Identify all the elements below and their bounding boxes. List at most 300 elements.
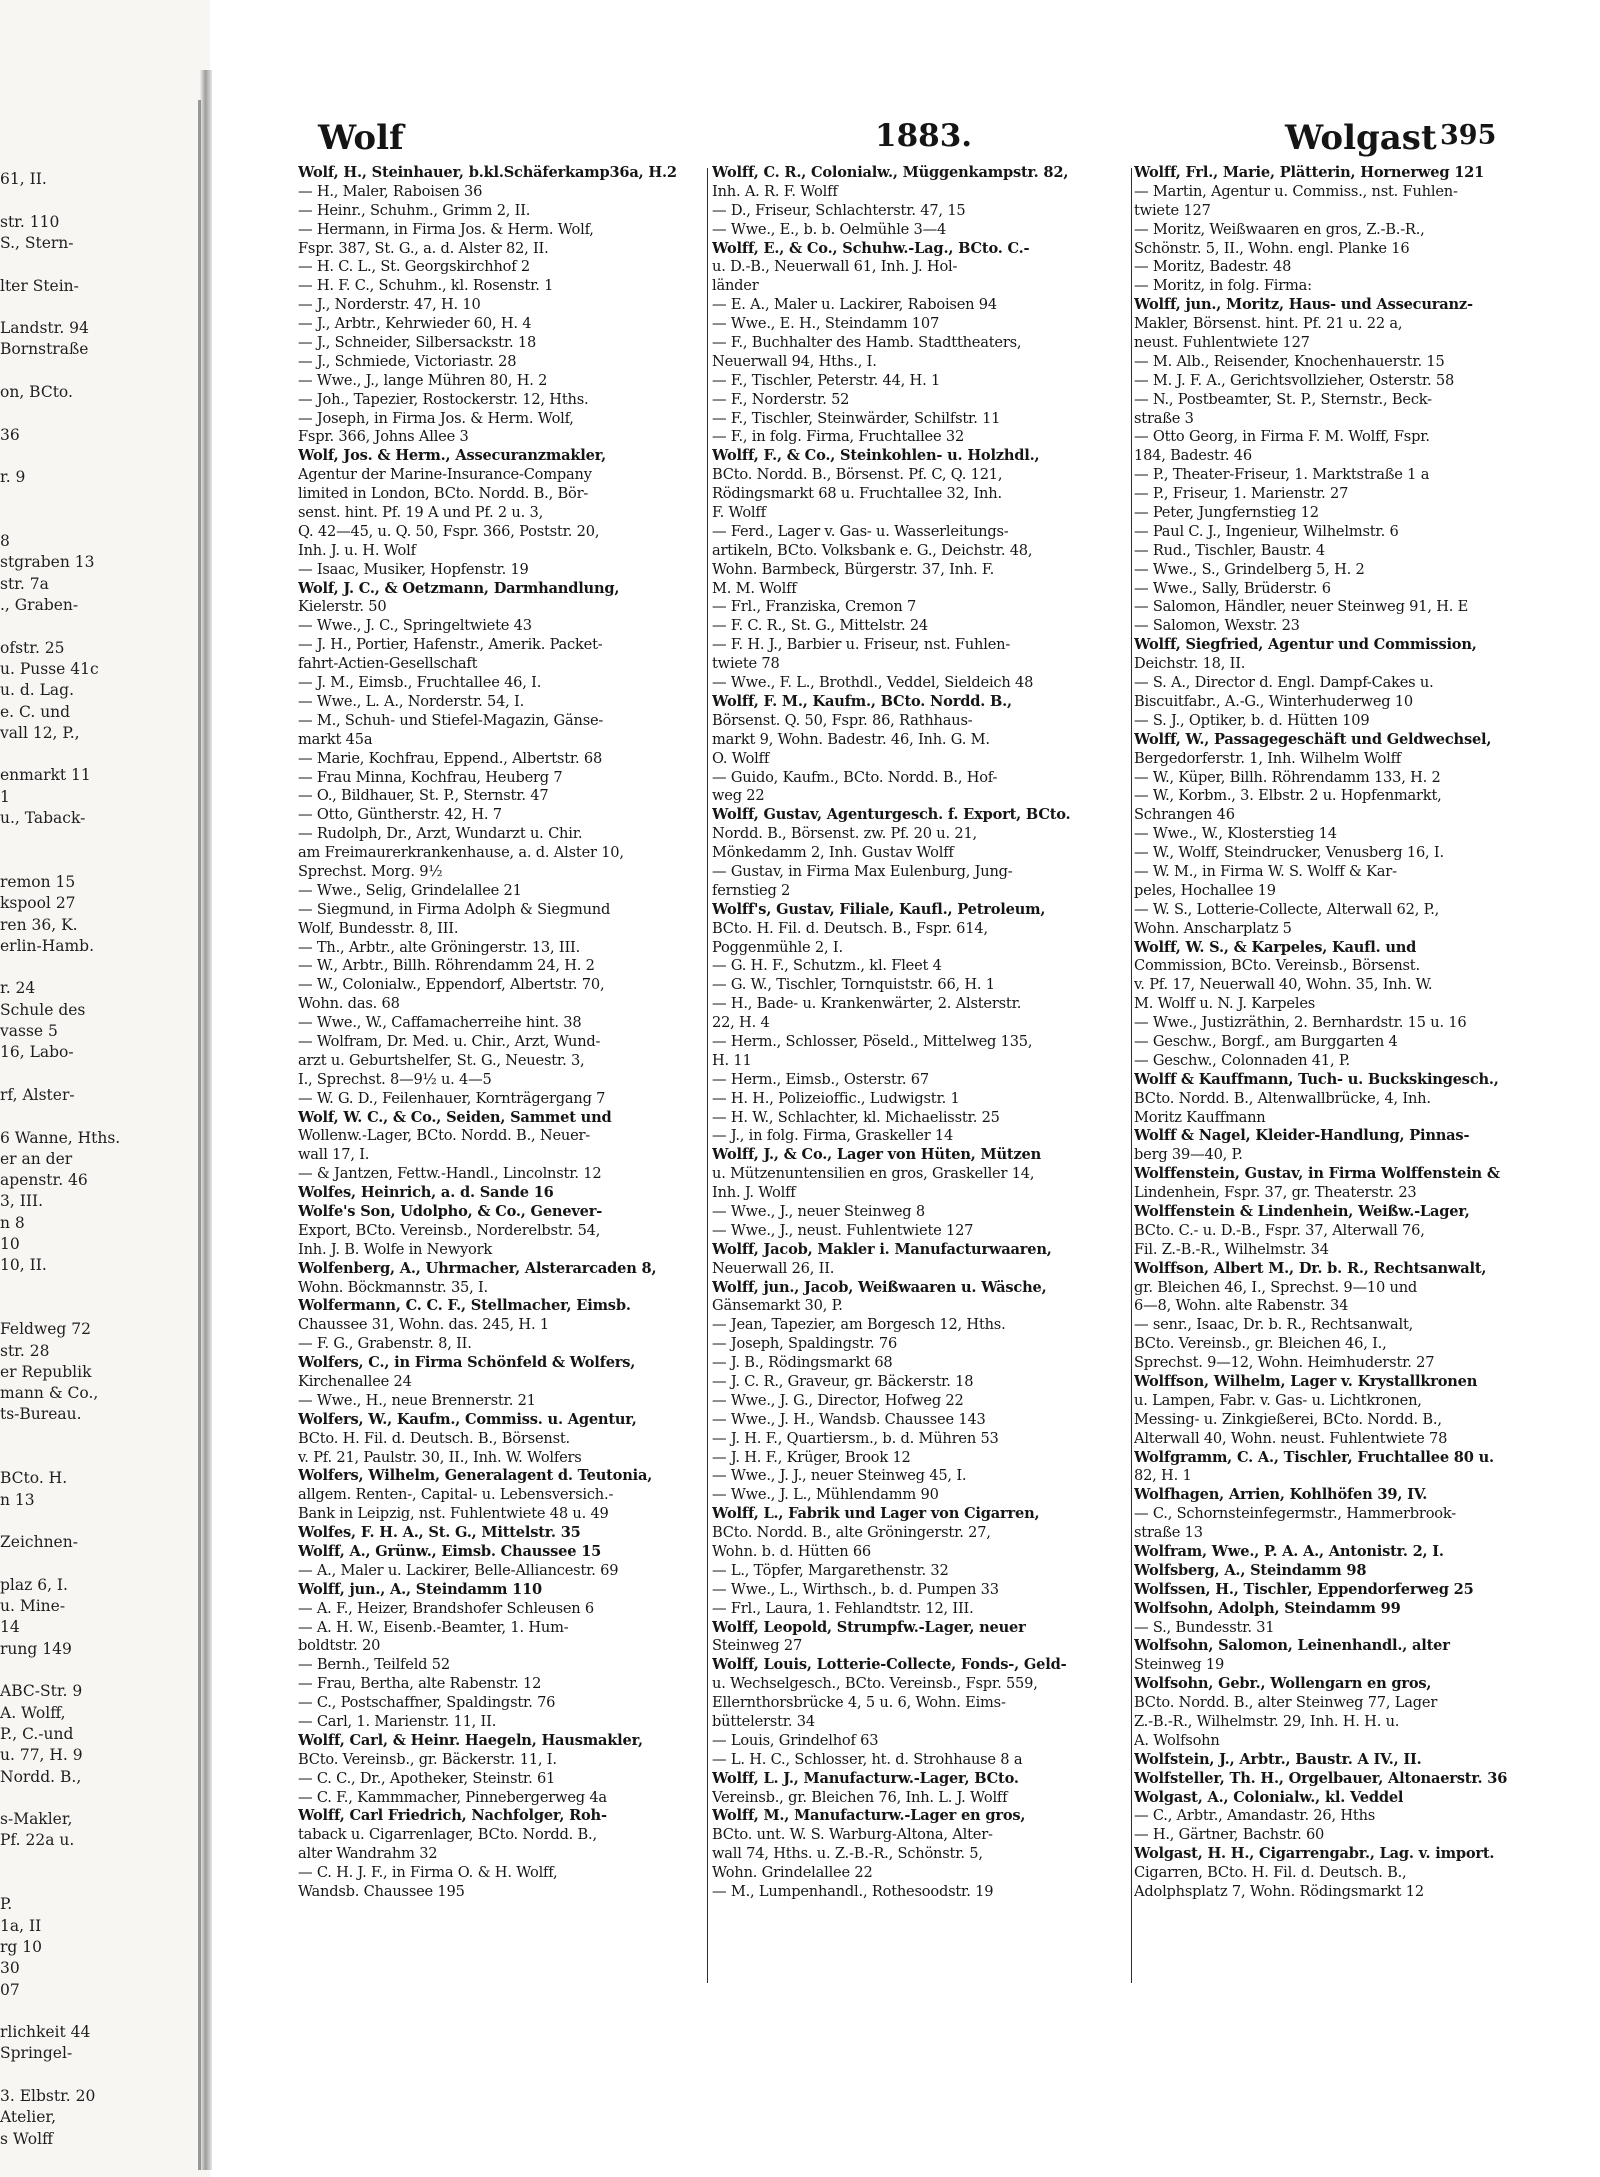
gutter-line: 61, II.: [0, 170, 47, 188]
directory-entry-line: 184, Badestr. 46: [1134, 447, 1252, 465]
directory-entry-line: fernstieg 2: [712, 881, 791, 899]
directory-entry-line: Wolf, W. C., & Co., Seiden, Sammet und: [298, 1108, 612, 1126]
directory-entry-line: — Moritz, Badestr. 48: [1134, 258, 1292, 276]
directory-entry-line: — M., Lumpenhandl., Rothesoodstr. 19: [712, 1883, 994, 1901]
left-page-fragment: [0, 0, 210, 2177]
directory-entry-line: — H. F. C., Schuhm., kl. Rosenstr. 1: [298, 277, 554, 295]
directory-entry-line: neust. Fuhlentwiete 127: [1134, 334, 1310, 352]
directory-entry-line: berg 39—40, P.: [1134, 1146, 1243, 1164]
directory-entry-line: Q. 42—45, u. Q. 50, Fspr. 366, Poststr. 20,: [298, 522, 600, 540]
directory-entry-line: Wolfes, Heinrich, a. d. Sande 16: [298, 1184, 554, 1202]
gutter-line: str. 7a: [0, 574, 49, 593]
directory-entry-line: Wohn. b. d. Hütten 66: [712, 1543, 872, 1561]
gutter-line: A. Wolff,: [0, 1703, 66, 1722]
directory-entry-line: — Frau Minna, Kochfrau, Heuberg 7: [298, 768, 563, 786]
directory-entry-line: — Frl., Franziska, Cremon 7: [712, 598, 917, 616]
directory-entry-line: Wolffenstein, Gustav, in Firma Wolffenstein &: [1134, 1165, 1500, 1183]
directory-entry-line: Biscuitfabr., A.-G., Winterhuderweg 10: [1134, 692, 1414, 710]
directory-entry-line: M. Wolff u. N. J. Karpeles: [1134, 995, 1316, 1013]
gutter-line: Nordd. B.,: [0, 1767, 82, 1786]
directory-entry-line: Wolff & Nagel, Kleider-Handlung, Pinnas-: [1134, 1127, 1470, 1145]
directory-entry-line: Schrangen 46: [1134, 806, 1235, 824]
directory-entry-line: Bank in Leipzig, nst. Fuhlentwiete 48 u. 49: [298, 1505, 609, 1523]
directory-entry-line: — Joseph, Spaldingstr. 76: [712, 1335, 898, 1353]
directory-entry-line: Alterwall 40, Wohn. neust. Fuhlentwiete 78: [1134, 1429, 1448, 1447]
directory-entry-line: Wohn. das. 68: [298, 995, 400, 1013]
directory-entry-line: Wolff, M., Manufacturw.-Lager en gros,: [712, 1807, 1026, 1825]
directory-entry-line: 22, H. 4: [712, 1014, 770, 1032]
directory-entry-line: Makler, Börsenst. hint. Pf. 21 u. 22 a,: [1134, 315, 1403, 333]
directory-entry-line: — Moritz, Weißwaaren en gros, Z.-B.-R.,: [1134, 220, 1425, 238]
page-fold-line: [198, 100, 201, 2170]
directory-entry-line: — Wwe., Sally, Brüderstr. 6: [1134, 579, 1331, 597]
directory-entry-line: — S. A., Director d. Engl. Dampf-Cakes u.: [1134, 674, 1434, 692]
directory-entry-line: O. Wolff: [712, 749, 770, 767]
gutter-line: plaz 6, I.: [0, 1575, 68, 1594]
directory-entry-line: Wolff, Gustav, Agenturgesch. f. Export, BCto.: [712, 806, 1071, 824]
directory-entry-line: — Louis, Grindelhof 63: [712, 1731, 879, 1749]
directory-entry-line: — Salomon, Händler, neuer Steinweg 91, H. E: [1134, 598, 1469, 616]
directory-entry-line: A. Wolfsohn: [1134, 1731, 1220, 1749]
gutter-line: vasse 5: [0, 1022, 58, 1040]
gutter-line: BCto. H.: [0, 1469, 68, 1488]
gutter-line: ABC-Str. 9: [0, 1682, 83, 1701]
gutter-line: u. 77, H. 9: [0, 1746, 83, 1765]
gutter-line: 16, Labo-: [0, 1043, 74, 1062]
directory-entry-line: Wolfermann, C. C. F., Stellmacher, Eimsb.: [298, 1297, 631, 1315]
gutter-line: rf, Alster-: [0, 1085, 75, 1104]
directory-entry-line: Rödingsmarkt 68 u. Fruchtallee 32, Inh.: [712, 485, 1002, 503]
gutter-line: mann & Co.,: [0, 1384, 99, 1403]
directory-entry-line: Neuerwall 94, Hths., I.: [712, 352, 877, 370]
directory-entry-line: — E. A., Maler u. Lackirer, Raboisen 94: [712, 296, 997, 314]
directory-entry-line: Wolff, J., & Co., Lager von Hüten, Mützen: [712, 1146, 1042, 1164]
directory-entry-line: wall 17, I.: [298, 1146, 370, 1164]
directory-entry-line: u. Wechselgesch., BCto. Vereinsb., Fspr. 559,: [712, 1675, 1038, 1693]
directory-entry-line: — Gustav, in Firma Max Eulenburg, Jung-: [712, 862, 1013, 880]
directory-entry-line: Wandsb. Chaussee 195: [298, 1883, 465, 1901]
directory-entry-line: — Wwe., F. L., Brothdl., Veddel, Sieldeich 48: [712, 674, 1034, 692]
gutter-line: s-Makler,: [0, 1810, 73, 1829]
directory-entry-line: limited in London, BCto. Nordd. B., Bör-: [298, 485, 589, 503]
left-catchword: Wolf: [318, 118, 404, 158]
column-divider: [707, 168, 708, 1983]
gutter-line: s Wolff: [0, 2129, 54, 2148]
directory-entry-line: — M., Schuh- und Stiefel-Magazin, Gänse-: [298, 711, 604, 729]
directory-entry-line: Wolffenstein & Lindenhein, Weißw.-Lager,: [1134, 1202, 1470, 1220]
directory-entry-line: Wolf, Bundesstr. 8, III.: [298, 919, 459, 937]
directory-entry-line: — Moritz, in folg. Firma:: [1134, 277, 1312, 295]
directory-entry-line: — Wwe., J. G., Director, Hofweg 22: [712, 1391, 964, 1409]
gutter-line: n 13: [0, 1490, 35, 1509]
directory-entry-line: Wolfers, Wilhelm, Generalagent d. Teutonia,: [298, 1467, 653, 1485]
directory-entry-line: — G. W., Tischler, Tornquiststr. 66, H. 1: [712, 976, 995, 994]
directory-entry-line: Wolfenberg, A., Uhrmacher, Alsterarcaden 8,: [298, 1259, 657, 1277]
directory-entry-line: — W., Korbm., 3. Elbstr. 2 u. Hopfenmarkt,: [1134, 787, 1442, 805]
directory-entry-line: Wolff, Siegfried, Agentur und Commission,: [1134, 636, 1477, 654]
directory-entry-line: Wolff, Leopold, Strumpfw.-Lager, neuer: [712, 1618, 1026, 1636]
gutter-line: rung 149: [0, 1639, 72, 1658]
directory-entry-line: — Wwe., Selig, Grindelallee 21: [298, 881, 522, 899]
gutter-line: str. 28: [0, 1341, 50, 1360]
directory-entry-line: — Wwe., J., neust. Fuhlentwiete 127: [712, 1221, 974, 1239]
directory-entry-line: — Wwe., J. C., Springeltwiete 43: [298, 617, 532, 635]
directory-entry-line: — Martin, Agentur u. Commiss., nst. Fuhlen-: [1134, 182, 1458, 200]
directory-entry-line: — Wwe., W., Klosterstieg 14: [1134, 825, 1337, 843]
directory-entry-line: — P., Theater-Friseur, 1. Marktstraße 1 a: [1134, 466, 1430, 484]
directory-entry-line: u. Lampen, Fabr. v. Gas- u. Lichtkronen,: [1134, 1391, 1422, 1409]
directory-entry-line: — Wwe., E. H., Steindamm 107: [712, 315, 940, 333]
directory-entry-line: Wolfsohn, Salomon, Leinenhandl., alter: [1134, 1637, 1450, 1655]
directory-entry-line: — Wwe., Justizräthin, 2. Bernhardstr. 15 u. 16: [1134, 1014, 1467, 1032]
directory-entry-line: — Heinr., Schuhm., Grimm 2, II.: [298, 201, 531, 219]
directory-entry-line: — H. W., Schlachter, kl. Michaelisstr. 25: [712, 1108, 1000, 1126]
directory-entry-line: — senr., Isaac, Dr. b. R., Rechtsanwalt,: [1134, 1316, 1414, 1334]
gutter-line: u., Taback-: [0, 809, 86, 827]
directory-entry-line: — Peter, Jungfernstieg 12: [1134, 504, 1319, 522]
directory-entry-line: Wolff's, Gustav, Filiale, Kaufl., Petroleum,: [712, 900, 1046, 918]
directory-entry-line: wall 74, Hths. u. Z.-B.-R., Schönstr. 5,: [712, 1845, 983, 1863]
page-header: [300, 118, 1530, 158]
gutter-line: Feldweg 72: [0, 1320, 91, 1339]
directory-entry-line: — J. H. F., Krüger, Brook 12: [712, 1448, 911, 1466]
directory-entry-line: Messing- u. Zinkgießerei, BCto. Nordd. B.,: [1134, 1410, 1442, 1428]
directory-entry-line: — Rud., Tischler, Baustr. 4: [1134, 541, 1326, 559]
directory-entry-line: — M. J. F. A., Gerichtsvollzieher, Osterstr. 58: [1134, 371, 1455, 389]
directory-entry-line: — F., Buchhalter des Hamb. Stadttheaters,: [712, 334, 1022, 352]
directory-entry-line: — J. M., Eimsb., Fruchtallee 46, I.: [298, 674, 542, 692]
directory-entry-line: Z.-B.-R., Wilhelmstr. 29, Inh. H. H. u.: [1134, 1713, 1400, 1731]
directory-entry-line: — F., Tischler, Steinwärder, Schilfstr. 11: [712, 409, 1001, 427]
directory-entry-line: — C., Schornsteinfegermstr., Hammerbrook-: [1134, 1505, 1456, 1523]
directory-entry-line: — H., Maler, Raboisen 36: [298, 182, 483, 200]
directory-entry-line: — H., Bade- u. Krankenwärter, 2. Alsterstr.: [712, 995, 1022, 1013]
gutter-line: vall 12, P.,: [0, 723, 80, 742]
directory-entry-line: Wolff, C. R., Colonialw., Müggenkampstr. 82,: [712, 164, 1069, 181]
directory-entry-line: — & Jantzen, Fettw.-Handl., Lincolnstr. 12: [298, 1165, 602, 1183]
gutter-line: Pf. 22a u.: [0, 1831, 75, 1850]
directory-entry-line: Kielerstr. 50: [298, 598, 387, 616]
directory-entry-line: M. M. Wolff: [712, 579, 797, 597]
directory-entry-line: — Bernh., Teilfeld 52: [298, 1656, 450, 1674]
gutter-line: 36: [0, 425, 20, 444]
directory-entry-line: — J. H., Portier, Hafenstr., Amerik. Packet-: [298, 636, 603, 654]
directory-entry-line: — A., Maler u. Lackirer, Belle-Alliancestr. 69: [298, 1561, 619, 1579]
page-number: 395: [1440, 120, 1497, 151]
gutter-line: n 8: [0, 1213, 25, 1232]
gutter-line: rlichkeit 44: [0, 2023, 91, 2042]
directory-entry-line: Neuerwall 26, II.: [712, 1259, 835, 1277]
directory-entry-line: Wolfers, W., Kaufm., Commiss. u. Agentur,: [298, 1410, 637, 1428]
directory-entry-line: Wolf, J. C., & Oetzmann, Darmhandlung,: [298, 579, 620, 597]
directory-entry-line: BCto. Nordd. B., Altenwallbrücke, 4, Inh.: [1134, 1089, 1431, 1107]
gutter-line: str. 110: [0, 212, 60, 231]
gutter-line: lter Stein-: [0, 276, 79, 295]
directory-entry-line: Wohn. Barmbeck, Bürgerstr. 37, Inh. F.: [712, 560, 995, 578]
directory-entry-line: — N., Postbeamter, St. P., Sternstr., Beck-: [1134, 390, 1432, 408]
directory-entry-line: — J., in folg. Firma, Graskeller 14: [712, 1127, 954, 1145]
directory-entry-line: — Wwe., W., Caffamacherreihe hint. 38: [298, 1014, 582, 1032]
gutter-line: 10: [0, 1235, 20, 1253]
directory-entry-line: Wolff, Carl Friedrich, Nachfolger, Roh-: [298, 1807, 607, 1825]
directory-entry-line: twiete 78: [712, 655, 780, 673]
directory-entry-line: Wolfers, C., in Firma Schönfeld & Wolfers,: [298, 1354, 636, 1372]
directory-entry-line: — J. C. R., Graveur, gr. Bäckerstr. 18: [712, 1373, 974, 1390]
directory-entry-line: Wolfram, Wwe., P. A. A., Antonistr. 2, I.: [1134, 1543, 1444, 1561]
directory-entry-line: — W., Colonialw., Eppendorf, Albertstr. 70,: [298, 976, 605, 994]
directory-entry-line: — P., Friseur, 1. Marienstr. 27: [1134, 485, 1349, 503]
directory-entry-line: Wohn. Böckmannstr. 35, I.: [298, 1278, 488, 1296]
directory-entry-line: — J., Arbtr., Kehrwieder 60, H. 4: [298, 315, 532, 333]
directory-entry-line: — Wwe., J. J., neuer Steinweg 45, I.: [712, 1467, 967, 1485]
directory-entry-line: alter Wandrahm 32: [298, 1845, 438, 1863]
directory-entry-line: Wolfsohn, Adolph, Steindamm 99: [1134, 1599, 1401, 1617]
directory-entry-line: Fil. Z.-B.-R., Wilhelmstr. 34: [1134, 1240, 1329, 1258]
directory-entry-line: — H. C. L., St. Georgskirchhof 2: [298, 258, 530, 276]
gutter-line: u. d. Lag.: [0, 681, 74, 700]
directory-entry-line: Kirchenallee 24: [298, 1373, 412, 1390]
directory-entry-line: — Otto Georg, in Firma F. M. Wolff, Fspr.: [1134, 428, 1430, 446]
directory-entry-line: — Otto, Güntherstr. 42, H. 7: [298, 806, 502, 824]
directory-entry-line: — Geschw., Borgf., am Burggarten 4: [1134, 1032, 1398, 1050]
directory-entry-line: — W., Küper, Billh. Röhrendamm 133, H. 2: [1134, 768, 1441, 786]
directory-entry-line: arzt u. Geburtshelfer, St. G., Neuestr. 3,: [298, 1051, 585, 1069]
directory-entry-line: twiete 127: [1134, 201, 1211, 219]
gutter-line: Springel-: [0, 2044, 73, 2063]
directory-entry-line: Wolff & Kauffmann, Tuch- u. Buckskingesch.,: [1134, 1070, 1499, 1088]
directory-entry-line: — Carl, 1. Marienstr. 11, II.: [298, 1713, 497, 1731]
directory-entry-line: Commission, BCto. Vereinsb., Börsenst.: [1134, 957, 1420, 975]
year: 1883.: [875, 118, 973, 154]
directory-entry-line: — L., Töpfer, Margarethenstr. 32: [712, 1561, 949, 1579]
directory-entry-line: — Isaac, Musiker, Hopfenstr. 19: [298, 560, 529, 578]
directory-entry-line: — W. M., in Firma W. S. Wolff & Kar-: [1134, 862, 1397, 880]
directory-entry-line: — Guido, Kaufm., BCto. Nordd. B., Hof-: [712, 768, 998, 786]
directory-entry-line: — H., Gärtner, Bachstr. 60: [1134, 1826, 1325, 1844]
gutter-line: enmarkt 11: [0, 766, 91, 785]
directory-entry-line: Nordd. B., Börsenst. zw. Pf. 20 u. 21,: [712, 825, 977, 843]
directory-entry-line: — J., Schneider, Silbersackstr. 18: [298, 334, 537, 352]
directory-entry-line: — Frl., Laura, 1. Fehlandtstr. 12, III.: [712, 1599, 974, 1617]
directory-entry-line: Deichstr. 18, II.: [1134, 655, 1246, 673]
directory-entry-line: — Wwe., J. L., Mühlendamm 90: [712, 1486, 939, 1504]
directory-entry-line: — Frau, Bertha, alte Rabenstr. 12: [298, 1675, 542, 1693]
gutter-line: ren 36, K.: [0, 915, 78, 934]
directory-entry-line: — Wwe., L. A., Norderstr. 54, I.: [298, 692, 525, 710]
directory-entry-line: Fspr. 387, St. G., a. d. Alster 82, II.: [298, 239, 549, 257]
column-middle: [712, 164, 1130, 2149]
directory-entry-line: — Hermann, in Firma Jos. & Herm. Wolf,: [298, 220, 594, 238]
directory-entry-line: — F. G., Grabenstr. 8, II.: [298, 1335, 472, 1353]
directory-entry-line: — H. H., Polizeioffic., Ludwigstr. 1: [712, 1089, 960, 1107]
directory-entry-line: senst. hint. Pf. 19 A und Pf. 2 u. 3,: [298, 504, 544, 522]
directory-entry-line: Wolff, W., Passagegeschäft und Geldwechsel,: [1134, 730, 1492, 748]
directory-entry-line: Wolff, L. J., Manufacturw.-Lager, BCto.: [712, 1769, 1019, 1787]
directory-entry-line: Wolfstein, J., Arbtr., Baustr. A IV., II.: [1134, 1750, 1422, 1768]
directory-entry-line: — W. G. D., Feilenhauer, Kornträgergang 7: [298, 1089, 606, 1107]
directory-entry-line: v. Pf. 17, Neuerwall 40, Wohn. 35, Inh. W.: [1134, 976, 1433, 994]
gutter-line: ts-Bureau.: [0, 1405, 82, 1424]
directory-entry-line: — Wwe., S., Grindelberg 5, H. 2: [1134, 560, 1365, 578]
directory-entry-line: u. D.-B., Neuerwall 61, Inh. J. Hol-: [712, 258, 958, 276]
directory-entry-line: — Siegmund, in Firma Adolph & Siegmund: [298, 900, 611, 918]
directory-entry-line: — C. H. J. F., in Firma O. & H. Wolff,: [298, 1864, 558, 1882]
gutter-line: Zeichnen-: [0, 1533, 78, 1552]
directory-entry-line: BCto. H. Fil. d. Deutsch. B., Börsenst.: [298, 1429, 570, 1447]
directory-entry-line: — S., Bundesstr. 31: [1134, 1618, 1275, 1636]
directory-entry-line: Cigarren, BCto. H. Fil. d. Deutsch. B.,: [1134, 1864, 1407, 1882]
gutter-line: u. Pusse 41c: [0, 659, 99, 678]
directory-entry-line: — W., Arbtr., Billh. Röhrendamm 24, H. 2: [298, 957, 595, 975]
gutter-line: erlin-Hamb.: [0, 936, 95, 955]
directory-entry-line: BCto. Vereinsb., gr. Bleichen 46, I.,: [1134, 1335, 1387, 1353]
directory-entry-line: Vereinsb., gr. Bleichen 76, Inh. L. J. Wolff: [712, 1788, 1008, 1806]
directory-entry-line: Börsenst. Q. 50, Fspr. 86, Rathhaus-: [712, 711, 973, 729]
directory-entry-line: — C. C., Dr., Apotheker, Steinstr. 61: [298, 1769, 556, 1787]
directory-entry-line: Wolff, F. M., Kaufm., BCto. Nordd. B.,: [712, 692, 1012, 710]
directory-entry-line: — C., Postschaffner, Spaldingstr. 76: [298, 1694, 556, 1712]
directory-entry-line: — L. H. C., Schlosser, ht. d. Strohhause 8 a: [712, 1750, 1023, 1768]
directory-entry-line: 82, H. 1: [1134, 1467, 1192, 1485]
gutter-line: 14: [0, 1618, 20, 1637]
directory-entry-line: Bergedorferstr. 1, Inh. Wilhelm Wolff: [1134, 749, 1401, 767]
directory-entry-line: Wolffson, Albert M., Dr. b. R., Rechtsanwalt,: [1134, 1259, 1487, 1277]
gutter-line: Atelier,: [0, 2108, 57, 2127]
directory-entry-line: — A. F., Heizer, Brandshofer Schleusen 6: [298, 1599, 595, 1617]
gutter-line: 8: [0, 532, 10, 551]
gutter-line: Schule des: [0, 1000, 86, 1019]
directory-entry-line: BCto. C.- u. D.-B., Fspr. 37, Alterwall 76,: [1134, 1221, 1425, 1239]
gutter-line: 10, II.: [0, 1256, 47, 1275]
directory-entry-line: — F., Norderstr. 52: [712, 390, 850, 408]
right-catchword: Wolgast: [1285, 118, 1437, 158]
directory-entry-line: Wolff, jun., Jacob, Weißwaaren u. Wäsche,: [712, 1278, 1047, 1296]
gutter-line: er Republik: [0, 1362, 92, 1381]
directory-entry-line: H. 11: [712, 1051, 752, 1069]
directory-entry-line: Inh. A. R. F. Wolff: [712, 182, 838, 200]
directory-entry-line: — G. H. F., Schutzm., kl. Fleet 4: [712, 957, 942, 975]
column-right: [1134, 164, 1536, 2149]
directory-entry-line: allgem. Renten-, Capital- u. Lebensversich.-: [298, 1486, 614, 1504]
directory-entry-line: — Herm., Schlosser, Pöseld., Mittelweg 135,: [712, 1032, 1033, 1050]
directory-entry-line: Wolff, A., Grünw., Eimsb. Chaussee 15: [298, 1543, 602, 1561]
directory-entry-line: — Wwe., J., lange Mühren 80, H. 2: [298, 371, 548, 389]
directory-entry-line: fahrt-Actien-Gesellschaft: [298, 655, 478, 673]
gutter-line: 3, III.: [0, 1192, 44, 1211]
directory-entry-line: Wolff, F., & Co., Steinkohlen- u. Holzhdl.,: [712, 447, 1040, 465]
directory-entry-line: Wolfe's Son, Udolpho, & Co., Genever-: [298, 1202, 603, 1220]
directory-entry-line: — F., in folg. Firma, Fruchtallee 32: [712, 428, 965, 446]
directory-entry-line: BCto. Nordd. B., alter Steinweg 77, Lager: [1134, 1694, 1438, 1712]
directory-entry-line: büttelerstr. 34: [712, 1713, 815, 1731]
directory-entry-line: Wolfgramm, C. A., Tischler, Fruchtallee 80 u.: [1134, 1448, 1494, 1466]
directory-entry-line: Wolgast, H. H., Cigarrengabr., Lag. v. import.: [1134, 1845, 1495, 1863]
directory-entry-line: — Wwe., L., Wirthsch., b. d. Pumpen 33: [712, 1580, 999, 1598]
gutter-line: remon 15: [0, 872, 76, 891]
directory-entry-line: — Ferd., Lager v. Gas- u. Wasserleitungs-: [712, 522, 1009, 540]
directory-entry-line: — C. F., Kammmacher, Pinnebergerweg 4a: [298, 1788, 607, 1806]
directory-entry-line: straße 3: [1134, 409, 1194, 427]
gutter-line: 1: [0, 787, 10, 806]
directory-entry-line: Export, BCto. Vereinsb., Norderelbstr. 54,: [298, 1221, 601, 1239]
directory-entry-line: — Wwe., H., neue Brennerstr. 21: [298, 1391, 536, 1409]
directory-entry-line: Wolff, Jacob, Makler i. Manufacturwaaren,: [712, 1240, 1052, 1258]
directory-entry-line: Wolff, Frl., Marie, Plätterin, Hornerweg 121: [1134, 164, 1485, 181]
gutter-line: Bornstraße: [0, 340, 89, 359]
directory-entry-line: Wolgast, A., Colonialw., kl. Veddel: [1134, 1788, 1404, 1806]
directory-entry-line: Wolff, jun., Moritz, Haus- und Assecuranz-: [1134, 296, 1473, 314]
directory-entry-line: — D., Friseur, Schlachterstr. 47, 15: [712, 201, 966, 219]
directory-entry-line: Agentur der Marine-Insurance-Company: [298, 466, 592, 484]
directory-entry-line: Adolphsplatz 7, Wohn. Rödingsmarkt 12: [1134, 1883, 1424, 1901]
directory-entry-line: — F., Tischler, Peterstr. 44, H. 1: [712, 371, 941, 389]
directory-entry-line: Lindenhein, Fspr. 37, gr. Theaterstr. 23: [1134, 1184, 1417, 1202]
directory-entry-line: — Joh., Tapezier, Rostockerstr. 12, Hths.: [298, 390, 589, 408]
directory-entry-line: Wolff, jun., A., Steindamm 110: [298, 1580, 542, 1598]
gutter-line: ofstr. 25: [0, 638, 65, 657]
directory-entry-line: Wolf, Jos. & Herm., Assecuranzmakler,: [298, 447, 607, 465]
directory-entry-line: BCto. Vereinsb., gr. Bäckerstr. 11, I.: [298, 1750, 557, 1768]
gutter-line: 30: [0, 1959, 20, 1978]
directory-entry-line: — W., Wolff, Steindrucker, Venusberg 16, I.: [1134, 844, 1444, 862]
gutter-line: kspool 27: [0, 894, 76, 913]
directory-entry-line: — Geschw., Colonnaden 41, P.: [1134, 1051, 1350, 1069]
directory-entry-line: — Wwe., E., b. b. Oelmühle 3—4: [712, 220, 947, 238]
directory-entry-line: BCto. Nordd. B., Börsenst. Pf. C, Q. 121,: [712, 466, 1003, 484]
directory-entry-line: Sprechst. 9—12, Wohn. Heimhuderstr. 27: [1134, 1354, 1435, 1372]
directory-entry-line: I., Sprechst. 8—9½ u. 4—5: [298, 1070, 492, 1088]
directory-entry-line: Wolfes, F. H. A., St. G., Mittelstr. 35: [298, 1524, 581, 1542]
directory-entry-line: Fspr. 366, Johns Allee 3: [298, 428, 469, 446]
directory-entry-line: Wolffson, Wilhelm, Lager v. Krystallkronen: [1134, 1373, 1478, 1390]
directory-entry-line: — F. H. J., Barbier u. Friseur, nst. Fuhlen-: [712, 636, 1011, 654]
directory-entry-line: 6—8, Wohn. alte Rabenstr. 34: [1134, 1297, 1349, 1315]
directory-entry-line: — Joseph, in Firma Jos. & Herm. Wolf,: [298, 409, 574, 427]
directory-entry-line: — Salomon, Wexstr. 23: [1134, 617, 1300, 635]
directory-entry-line: Chaussee 31, Wohn. das. 245, H. 1: [298, 1316, 549, 1334]
directory-entry-line: — Paul C. J., Ingenieur, Wilhelmstr. 6: [1134, 522, 1399, 540]
directory-entry-line: Wohn. Grindelallee 22: [712, 1864, 873, 1882]
column-divider: [1131, 168, 1132, 1983]
directory-entry-line: Wolff, L., Fabrik und Lager von Cigarren,: [712, 1505, 1040, 1523]
directory-entry-line: Schönstr. 5, II., Wohn. engl. Planke 16: [1134, 239, 1410, 257]
directory-entry-line: taback u. Cigarrenlager, BCto. Nordd. B.,: [298, 1826, 597, 1844]
directory-entry-line: — F. C. R., St. G., Mittelstr. 24: [712, 617, 929, 635]
directory-entry-line: Sprechst. Morg. 9½: [298, 862, 443, 880]
gutter-line: apenstr. 46: [0, 1171, 88, 1190]
directory-entry-line: — M. Alb., Reisender, Knochenhauerstr. 15: [1134, 352, 1445, 370]
directory-entry-line: Wolff, W. S., & Karpeles, Kaufl. und: [1134, 938, 1417, 956]
directory-entry-line: Wolfsohn, Gebr., Wollengarn en gros,: [1134, 1675, 1432, 1693]
directory-entry-line: — W. S., Lotterie-Collecte, Alterwall 62, P.,: [1134, 900, 1440, 918]
directory-entry-line: Wohn. Anscharplatz 5: [1134, 919, 1292, 937]
gutter-line: 1a, II: [0, 1916, 42, 1935]
directory-entry-line: straße 13: [1134, 1524, 1203, 1542]
directory-entry-line: Poggenmühle 2, I.: [712, 938, 843, 956]
directory-entry-line: — S. J., Optiker, b. d. Hütten 109: [1134, 711, 1370, 729]
directory-entry-line: — Herm., Eimsb., Osterstr. 67: [712, 1070, 929, 1088]
gutter-line: r. 24: [0, 979, 36, 998]
gutter-line: u. Mine-: [0, 1597, 66, 1616]
directory-entry-line: Gänsemarkt 30, P.: [712, 1297, 843, 1315]
directory-entry-line: — Rudolph, Dr., Arzt, Wundarzt u. Chir.: [298, 825, 583, 843]
directory-entry-line: artikeln, BCto. Volksbank e. G., Deichstr. 48,: [712, 541, 1033, 559]
gutter-line: stgraben 13: [0, 553, 95, 572]
gutter-line: 07: [0, 1980, 20, 1999]
directory-entry-line: Wolff, Louis, Lotterie-Collecte, Fonds-, Geld-: [712, 1656, 1067, 1674]
directory-entry-line: Wolfssen, H., Tischler, Eppendorferweg 25: [1134, 1580, 1474, 1598]
directory-entry-line: F. Wolff: [712, 504, 766, 522]
